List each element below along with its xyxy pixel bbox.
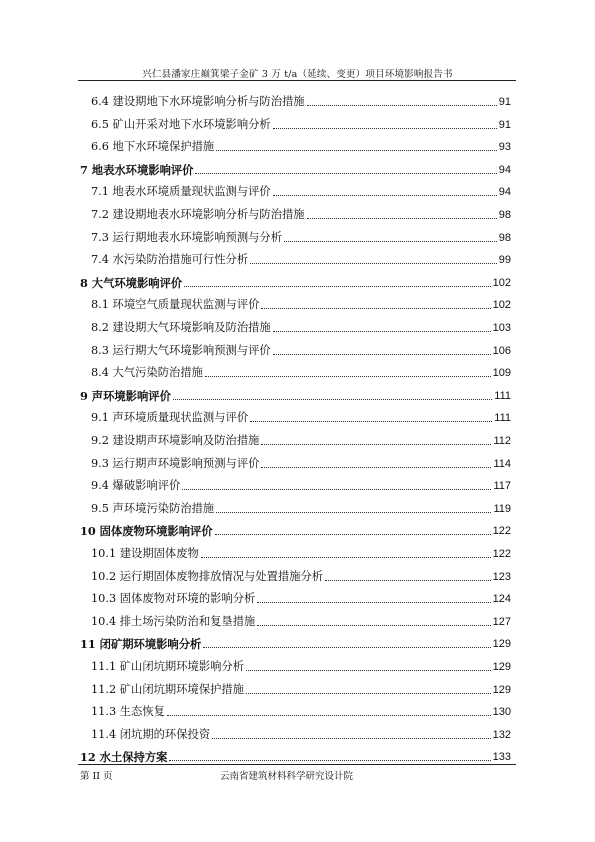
toc-entry-page-number: 91 (498, 96, 511, 108)
toc-entry-page-number: 112 (493, 435, 511, 447)
toc-entry-label: 10.3 固体废物对环境的影响分析 (91, 592, 256, 606)
toc-chapter-entry[interactable] (80, 270, 511, 290)
toc-dot-leader (325, 580, 491, 581)
toc-entry-page-number: 122 (492, 525, 511, 538)
toc-entry-label: 8.3 运行期大气环境影响预测与评价 (91, 343, 271, 357)
toc-entry-label: 7.4 水污染防治措施可行性分析 (91, 253, 249, 267)
toc-dot-leader (284, 241, 497, 242)
toc-entry-label: 7.3 运行期地表水环境影响预测与分析 (91, 230, 283, 244)
toc-entry-label: 11.1 矿山闭坑期环境影响分析 (91, 660, 245, 673)
toc-section-entry[interactable] (91, 405, 511, 425)
toc-entry-label: 10.4 排土场污染防治和复垦措施 (91, 614, 256, 628)
toc-entry-label: 8 大气环境影响评价 (80, 275, 183, 290)
toc-entry-page-number: 122 (492, 548, 511, 560)
toc-entry-page-number: 109 (492, 367, 511, 380)
toc-section-entry[interactable] (91, 541, 511, 561)
toc-dot-leader (246, 693, 491, 694)
toc-dot-leader (261, 467, 491, 468)
toc-section-entry[interactable] (91, 654, 511, 674)
toc-entry-page-number: 130 (492, 706, 511, 719)
toc-dot-leader (195, 173, 496, 174)
toc-entry-page-number: 129 (492, 683, 511, 696)
toc-section-entry[interactable] (91, 134, 511, 154)
toc-entry-label: 9.2 建设期声环境影响及防治措施 (91, 434, 260, 447)
toc-entry-page-number: 111 (494, 412, 511, 425)
toc-entry-page-number: 94 (498, 163, 511, 176)
toc-entry-label: 7.2 建设期地表水环境影响分析与防治措施 (91, 208, 305, 221)
toc-section-entry[interactable] (91, 225, 511, 245)
toc-dot-leader (273, 331, 491, 332)
toc-entry-page-number: 106 (492, 344, 511, 357)
toc-entry-page-number: 127 (492, 615, 511, 628)
toc-dot-leader (167, 715, 491, 716)
toc-dot-leader (173, 399, 492, 400)
toc-entry-page-number: 123 (492, 570, 511, 583)
toc-entry-label: 6.4 建设期地下水环境影响分析与防治措施 (91, 95, 305, 108)
document-header-title: 兴仁县潘家庄巅箕梁子金矿 3 万 t/a（延续、变更）项目环境影响报告书 (142, 69, 453, 80)
toc-entry-page-number: 111 (494, 389, 511, 402)
toc-dot-leader (169, 760, 490, 761)
toc-entry-label: 8.4 大气污染防治措施 (91, 366, 203, 380)
toc-entry-label: 12 水土保持方案 (80, 750, 168, 765)
toc-section-entry[interactable] (91, 179, 511, 199)
toc-chapter-entry[interactable] (80, 631, 511, 651)
toc-section-entry[interactable] (91, 609, 511, 629)
toc-entry-label: 10.2 运行期固体废物排放情况与处置措施分析 (91, 569, 324, 583)
toc-section-entry[interactable] (91, 699, 511, 719)
toc-section-entry[interactable] (91, 338, 511, 358)
toc-entry-label: 11.2 矿山闭坑期环境保护措施 (91, 682, 245, 696)
toc-entry-label: 11.3 生态恢复 (91, 705, 165, 719)
toc-entry-page-number: 124 (492, 593, 511, 606)
toc-section-entry[interactable] (91, 202, 511, 222)
toc-entry-page-number: 98 (498, 209, 511, 221)
toc-entry-page-number: 94 (498, 186, 511, 199)
toc-entry-page-number: 132 (492, 728, 511, 741)
toc-entry-label: 10 固体废物环境影响评价 (80, 524, 213, 539)
toc-section-entry[interactable] (91, 586, 511, 606)
toc-section-entry[interactable] (91, 247, 511, 267)
toc-section-entry[interactable] (91, 315, 511, 335)
toc-entry-label: 11.4 闭坑期的环保投资 (91, 727, 211, 741)
toc-dot-leader (182, 489, 491, 490)
toc-entry-page-number: 103 (492, 322, 511, 334)
toc-section-entry[interactable] (91, 451, 511, 471)
toc-entry-page-number: 133 (492, 751, 511, 764)
toc-section-entry[interactable] (91, 112, 511, 132)
toc-dot-leader (215, 534, 491, 535)
toc-section-entry[interactable] (91, 473, 511, 493)
toc-entry-page-number: 99 (498, 254, 511, 267)
toc-section-entry[interactable] (91, 89, 511, 109)
toc-entry-page-number: 93 (498, 141, 511, 154)
toc-dot-leader (250, 263, 497, 264)
toc-dot-leader (273, 195, 497, 196)
toc-entry-label: 9.4 爆破影响评价 (91, 479, 181, 493)
header-divider (78, 80, 516, 81)
toc-entry-page-number: 114 (493, 457, 511, 470)
toc-dot-leader (203, 647, 490, 648)
toc-entry-page-number: 102 (492, 299, 511, 312)
toc-section-entry[interactable] (91, 428, 511, 448)
toc-entry-label: 6.5 矿山开采对地下水环境影响分析 (91, 117, 271, 131)
toc-chapter-entry[interactable] (80, 157, 511, 177)
toc-dot-leader (216, 150, 497, 151)
toc-entry-page-number: 102 (492, 276, 511, 289)
toc-dot-leader (257, 625, 490, 626)
footer-page-number: 第 II 页 (80, 771, 113, 782)
toc-dot-leader (261, 444, 491, 445)
toc-dot-leader (273, 128, 497, 129)
toc-entry-label: 8.1 环境空气质量现状监测与评价 (91, 298, 260, 312)
toc-dot-leader (261, 308, 490, 309)
toc-entry-label: 7.1 地表水环境质量现状监测与评价 (91, 185, 271, 199)
toc-section-entry[interactable] (91, 564, 511, 584)
toc-dot-leader (246, 670, 491, 671)
toc-section-entry[interactable] (91, 496, 511, 516)
footer-organization: 云南省建筑材料科学研究设计院 (220, 771, 354, 782)
toc-entry-label: 7 地表水环境影响评价 (80, 162, 194, 177)
toc-chapter-entry[interactable] (80, 518, 511, 538)
toc-dot-leader (205, 376, 491, 377)
toc-section-entry[interactable] (91, 292, 511, 312)
toc-entry-label: 11 闭矿期环境影响分析 (80, 637, 202, 652)
toc-entry-label: 9.1 声环境质量现状监测与评价 (91, 411, 249, 425)
toc-dot-leader (216, 512, 491, 513)
toc-entry-label: 9 声环境影响评价 (80, 388, 171, 403)
toc-entry-label: 10.1 建设期固体废物 (91, 547, 199, 560)
toc-entry-page-number: 117 (493, 480, 511, 493)
toc-dot-leader (250, 421, 492, 422)
toc-dot-leader (307, 218, 497, 219)
toc-entry-page-number: 91 (498, 118, 511, 131)
toc-chapter-entry[interactable] (80, 744, 511, 764)
toc-entry-page-number: 129 (492, 638, 511, 651)
toc-entry-page-number: 119 (493, 502, 511, 515)
toc-dot-leader (212, 738, 491, 739)
toc-entry-page-number: 129 (492, 661, 511, 673)
toc-entry-page-number: 98 (498, 231, 511, 244)
toc-entry-label: 6.6 地下水环境保护措施 (91, 140, 215, 154)
toc-section-entry[interactable] (91, 722, 511, 742)
toc-dot-leader (273, 354, 491, 355)
toc-dot-leader (307, 105, 497, 106)
toc-dot-leader (257, 602, 490, 603)
toc-dot-leader (201, 557, 491, 558)
toc-entry-label: 9.3 运行期声环境影响预测与评价 (91, 456, 260, 470)
toc-dot-leader (184, 286, 490, 287)
toc-section-entry[interactable] (91, 360, 511, 380)
toc-entry-label: 8.2 建设期大气环境影响及防治措施 (91, 321, 271, 334)
footer-divider (78, 764, 516, 765)
toc-chapter-entry[interactable] (80, 383, 511, 403)
toc-entry-label: 9.5 声环境污染防治措施 (91, 501, 215, 515)
toc-section-entry[interactable] (91, 677, 511, 697)
